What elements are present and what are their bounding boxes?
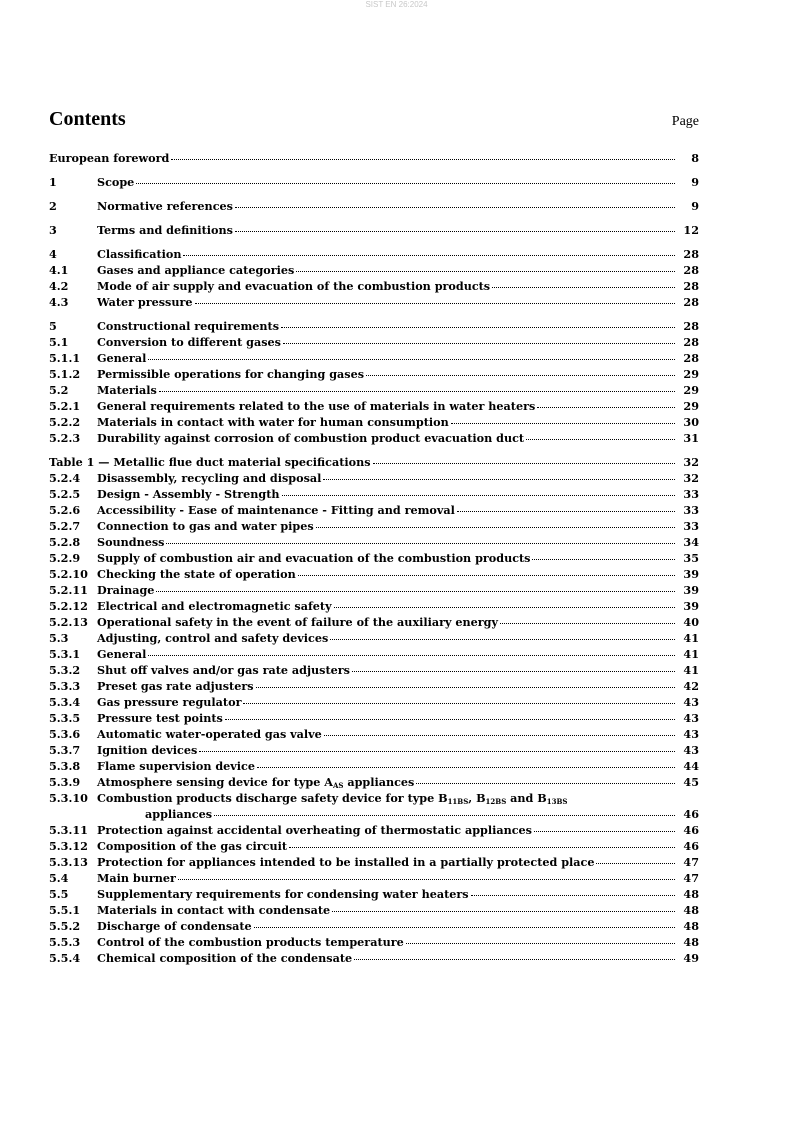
toc-entry-page: 35	[683, 551, 699, 565]
toc-entry-title-part: and B	[506, 791, 547, 805]
toc-entry-title	[97, 758, 255, 774]
toc-entry[interactable]	[49, 646, 699, 662]
toc-entry[interactable]	[49, 454, 699, 470]
dot-leader	[332, 901, 675, 912]
toc-entry[interactable]	[49, 710, 699, 726]
toc-entry[interactable]	[49, 414, 699, 430]
toc-entry-title	[97, 366, 364, 382]
toc-entry-page: 41	[683, 631, 699, 645]
toc-entry-title-text: Atmosphere sensing device for type A	[97, 775, 333, 789]
toc-entry[interactable]	[49, 662, 699, 678]
toc-entry-page: 39	[683, 583, 699, 597]
dot-leader	[406, 933, 675, 944]
dot-leader	[183, 245, 675, 256]
toc-entry[interactable]	[49, 902, 699, 918]
toc-entry-title	[97, 662, 350, 678]
toc-entry-title-text: Ignition devices	[97, 743, 198, 757]
toc-entry-page: 40	[683, 615, 699, 629]
toc-entry-page: 29	[683, 399, 699, 413]
toc-entry-title	[97, 886, 469, 902]
dot-leader	[500, 613, 675, 624]
toc-entry[interactable]	[49, 534, 699, 550]
toc-entry-page: 46	[683, 807, 699, 821]
toc-entry-title-text: General requirements related to the use of materials in water heaters	[97, 399, 536, 413]
toc-entry-number: 1	[49, 175, 57, 189]
toc-entry[interactable]	[49, 398, 699, 414]
toc-entry-number: 5.5.1	[49, 903, 81, 917]
document-watermark: SIST EN 26:2024	[365, 0, 428, 9]
toc-entry-number: 5.3.2	[49, 663, 81, 677]
toc-entry-title-text: Gases and appliance categories	[97, 263, 295, 277]
toc-entry[interactable]	[49, 518, 699, 534]
toc-entry[interactable]	[49, 582, 699, 598]
dot-leader	[148, 645, 675, 656]
page-column-label: Page	[671, 114, 699, 129]
toc-entry-title	[97, 222, 233, 238]
toc-entry-number: 5.1.1	[49, 351, 81, 365]
toc-entry[interactable]	[49, 318, 699, 334]
toc-entry[interactable]	[49, 150, 699, 166]
page-title: Contents	[49, 108, 126, 130]
toc-entry-number: 5.2.3	[49, 431, 81, 445]
toc-entry-title	[97, 398, 535, 414]
toc-entry-title-text: Composition of the gas circuit	[97, 839, 288, 853]
toc-entry-page: 44	[683, 759, 699, 773]
toc-entry-page: 29	[683, 383, 699, 397]
toc-entry-title-part: 12BS	[485, 797, 507, 806]
toc-entry-number: 5.2.13	[49, 615, 88, 629]
toc-entry[interactable]	[49, 742, 699, 758]
toc-entry-title-text: Mode of air supply and evacuation of the combustion products	[97, 279, 491, 293]
toc-entry-page: 34	[683, 535, 699, 549]
toc-entry-number: 5.3.13	[49, 855, 88, 869]
dot-leader	[256, 677, 675, 688]
toc-entry-page: 43	[683, 743, 699, 757]
dot-leader	[282, 485, 675, 496]
toc-entry-title-text: Disassembly, recycling and disposal	[97, 471, 322, 485]
toc-entry-title	[97, 502, 455, 518]
toc-entry-page: 48	[683, 919, 699, 933]
toc-entry-page: 32	[683, 471, 699, 485]
dot-leader	[352, 661, 675, 672]
toc-entry-title-text: General	[97, 351, 147, 365]
toc-entry-title-text: Operational safety in the event of failure of the auxiliary energy	[97, 615, 498, 629]
toc-entry-title	[97, 902, 330, 918]
toc-entry-title	[97, 198, 233, 214]
toc-entry-page: 8	[691, 151, 699, 165]
toc-entry-title-text: Materials in contact with condensate	[97, 903, 331, 917]
toc-entry-title	[97, 486, 280, 502]
toc-entry-title-text: Durability against corrosion of combustion product evacuation duct	[97, 431, 525, 445]
toc-entry-title	[97, 934, 404, 950]
toc-entry[interactable]	[49, 294, 699, 310]
toc-entry-title-part: , B	[468, 791, 486, 805]
toc-entry-page: 47	[683, 855, 699, 869]
toc-entry-title-text: Protection for appliances intended to be installed in a partially protected place	[97, 855, 595, 869]
toc-entry-title	[97, 246, 181, 262]
toc-entry-page: 31	[683, 431, 699, 445]
toc-entry-title-text: Connection to gas and water pipes	[97, 519, 314, 533]
toc-entry[interactable]	[49, 678, 699, 694]
dot-leader	[316, 517, 675, 528]
dot-leader	[148, 349, 675, 360]
dot-leader	[178, 869, 675, 880]
toc-entry-page: 48	[683, 903, 699, 917]
toc-entry-title-text: Control of the combustion products temperature	[97, 935, 404, 949]
toc-entry-page: 9	[691, 199, 699, 213]
toc-entry[interactable]	[49, 486, 699, 502]
toc-entry-page: 43	[683, 727, 699, 741]
toc-entry[interactable]	[49, 174, 699, 190]
toc-entry-title-part: appliances	[343, 775, 415, 789]
toc-entry-title-text: Shut off valves and/or gas rate adjusters	[97, 663, 350, 677]
toc-entry-title-text: Drainage	[97, 583, 155, 597]
toc-entry-title-text: Conversion to different gases	[97, 335, 281, 349]
toc-entry-title	[97, 382, 157, 398]
toc-entry[interactable]	[49, 886, 699, 902]
toc-entry[interactable]	[49, 950, 699, 966]
toc-entry-number: 5.2.9	[49, 551, 81, 565]
toc-entry[interactable]	[49, 502, 699, 518]
toc-entry-title-part: 11BS	[447, 797, 469, 806]
toc-entry-title	[97, 694, 241, 710]
toc-entry-title-text: Automatic water-operated gas valve	[97, 727, 322, 741]
toc-entry[interactable]	[49, 854, 699, 870]
dot-leader	[457, 501, 675, 512]
toc-entry-title-text: Classification	[97, 247, 182, 261]
toc-entry-page: 29	[683, 367, 699, 381]
toc-entry-number: 5.2.4	[49, 471, 81, 485]
toc-entry-title-text: Discharge of condensate	[97, 919, 252, 933]
toc-entry-number: 5.2.8	[49, 535, 81, 549]
dot-leader	[289, 837, 675, 848]
toc-entry-page: 46	[683, 839, 699, 853]
toc-entry-title	[97, 350, 146, 366]
dot-leader	[526, 429, 675, 440]
toc-entry[interactable]	[49, 918, 699, 934]
toc-entry-title	[97, 582, 154, 598]
dot-leader	[532, 549, 675, 560]
dot-leader	[298, 565, 675, 576]
dot-leader	[569, 790, 675, 800]
toc-entry-number: 5.2.12	[49, 599, 88, 613]
toc-entry-title-part: 13BS	[546, 797, 568, 806]
toc-entry-title-text: Combustion products discharge safety device for type B	[97, 791, 448, 805]
dot-leader	[257, 757, 675, 768]
toc-entry-title	[97, 294, 193, 310]
toc-entry-page: 48	[683, 887, 699, 901]
dot-leader	[171, 149, 675, 160]
toc-entry-number: 5.2.11	[49, 583, 88, 597]
toc-entry-title	[97, 470, 321, 486]
dot-leader	[373, 453, 675, 464]
dot-leader	[166, 533, 675, 544]
toc-entry-number: 5.4	[49, 871, 69, 885]
toc-entry-title	[49, 150, 169, 166]
toc-entry-page: 28	[683, 279, 699, 293]
toc-entry-page: 42	[683, 679, 699, 693]
toc-entry[interactable]	[49, 726, 699, 742]
toc-entry-title	[97, 646, 146, 662]
toc-entry-number: 2	[49, 199, 57, 213]
toc-entry-number: 5.2.7	[49, 519, 81, 533]
toc-entry-title-part: AS	[332, 781, 344, 790]
toc-entry-number: 5.3.8	[49, 759, 81, 773]
toc-entry-number: 5.3	[49, 631, 69, 645]
toc-entry-title	[97, 430, 524, 446]
toc-entry-page: 28	[683, 319, 699, 333]
dot-leader	[451, 413, 675, 424]
dot-leader	[537, 397, 675, 408]
toc-entry[interactable]	[49, 822, 699, 838]
toc-entry[interactable]	[49, 470, 699, 486]
toc-entry-number: 4.1	[49, 263, 69, 277]
toc-entry-title	[97, 598, 332, 614]
toc-entry-page: 43	[683, 711, 699, 725]
toc-entry[interactable]	[49, 246, 699, 262]
toc-entry[interactable]	[49, 630, 699, 646]
toc-entry-title-text: Terms and definitions	[97, 223, 233, 237]
toc-entry-page: 43	[683, 695, 699, 709]
dot-leader	[596, 853, 675, 864]
toc-entry-title-text: Permissible operations for changing gases	[97, 367, 364, 381]
toc-entry-title-text: Adjusting, control and safety devices	[97, 631, 329, 645]
toc-entry-number: 5.1.2	[49, 367, 81, 381]
toc-entry-number: 5.1	[49, 335, 69, 349]
toc-entry-page: 41	[683, 663, 699, 677]
toc-entry-page: 39	[683, 567, 699, 581]
toc-entry[interactable]	[49, 278, 699, 294]
toc-entry-title	[97, 174, 134, 190]
toc-entry[interactable]	[49, 566, 699, 582]
toc-entry-number: 5.3.4	[49, 695, 81, 709]
toc-entry-title-text: appliances	[145, 807, 213, 821]
toc-entry-title	[97, 614, 498, 630]
toc-entry-number: 5.3.12	[49, 839, 88, 853]
toc-entry-title	[97, 630, 328, 646]
toc-entry-number: 5.3.1	[49, 647, 81, 661]
toc-entry-title	[97, 742, 197, 758]
toc-entry-number: 5.5	[49, 887, 69, 901]
toc-entry-title-text: Main burner	[97, 871, 176, 885]
toc-entry-number: 4.3	[49, 295, 69, 309]
toc-entry-page: 39	[683, 599, 699, 613]
dot-leader	[159, 381, 675, 392]
toc-entry-title-text: Materials in contact with water for human consumption	[97, 415, 449, 429]
toc-entry-title	[97, 318, 279, 334]
toc-entry-title	[97, 726, 322, 742]
toc-entry-page: 49	[683, 951, 699, 965]
dot-leader	[471, 885, 675, 896]
toc-entry-title	[97, 550, 530, 566]
toc-entry-number: 5.2.5	[49, 487, 81, 501]
toc-entry-number: 5.3.10	[49, 791, 88, 805]
toc-entry[interactable]	[49, 262, 699, 278]
toc-entry-page: 28	[683, 247, 699, 261]
toc-entry-title-text: Constructional requirements	[97, 319, 279, 333]
toc-entry-number: 5.3.6	[49, 727, 81, 741]
toc-entry[interactable]	[49, 694, 699, 710]
toc-entry[interactable]	[49, 334, 699, 350]
toc-entry-page: 30	[683, 415, 699, 429]
toc-entry[interactable]	[49, 430, 699, 446]
toc-entry-title-text: Soundness	[97, 535, 165, 549]
dot-leader	[254, 917, 675, 928]
dot-leader	[366, 365, 675, 376]
toc-entry-title-text: Scope	[97, 175, 135, 189]
toc-entry-title-text: European foreword	[49, 151, 170, 165]
toc-entry-number: 5.3.9	[49, 775, 81, 789]
toc-entry-page: 28	[683, 351, 699, 365]
toc-entry-title	[97, 854, 594, 870]
dot-leader	[296, 261, 675, 272]
toc-entry-number: 5.3.5	[49, 711, 81, 725]
toc-entry[interactable]	[49, 366, 699, 382]
toc-entry[interactable]	[49, 870, 699, 886]
toc-entry[interactable]	[49, 350, 699, 366]
toc-entry-title-text: Preset gas rate adjusters	[97, 679, 254, 693]
toc-entry-page: 33	[683, 487, 699, 501]
contents-heading	[49, 108, 699, 131]
toc-entry-title	[49, 454, 371, 470]
toc-entry-title-text: Accessibility - Ease of maintenance - Fitting and removal	[97, 503, 455, 517]
toc-entry[interactable]	[49, 790, 699, 806]
dot-leader	[534, 821, 675, 832]
dot-leader	[199, 741, 675, 752]
dot-leader	[324, 725, 675, 736]
toc-entry-page: 33	[683, 503, 699, 517]
toc-entry-number: 5.2.2	[49, 415, 81, 429]
toc-entry-number: 5.3.3	[49, 679, 81, 693]
dot-leader	[156, 581, 675, 592]
dot-leader	[330, 629, 675, 640]
toc-entry[interactable]	[49, 550, 699, 566]
toc-entry-page: 45	[683, 775, 699, 789]
toc-entry-page: 47	[683, 871, 699, 885]
toc-entry-number: 5.5.4	[49, 951, 81, 965]
toc-entry-page: 12	[683, 223, 699, 237]
toc-entry-title	[97, 414, 449, 430]
toc-entry-title	[97, 334, 281, 350]
toc-entry-title	[97, 518, 314, 534]
toc-entry-page: 32	[683, 455, 699, 469]
dot-leader	[214, 805, 675, 816]
toc-entry-title	[97, 678, 254, 694]
toc-entry-page: 33	[683, 519, 699, 533]
toc-entry-title-text: Supplementary requirements for condensing water heaters	[97, 887, 469, 901]
toc-entry[interactable]	[49, 598, 699, 614]
toc-entry-page: 28	[683, 295, 699, 309]
toc-entry-number: 4.2	[49, 279, 69, 293]
toc-entry-title	[145, 806, 212, 822]
toc-entry-title-text: Protection against accidental overheating of thermostatic appliances	[97, 823, 532, 837]
toc-entry-number: 5.5.3	[49, 935, 81, 949]
toc-entry[interactable]	[49, 774, 699, 790]
dot-leader	[225, 709, 675, 720]
toc-entry-title-text: Electrical and electromagnetic safety	[97, 599, 332, 613]
dot-leader	[281, 317, 675, 328]
toc-entry-number: 4	[49, 247, 57, 261]
toc-entry-title-text: Normative references	[97, 199, 233, 213]
toc-entry[interactable]	[49, 838, 699, 854]
toc-entry-title-text: Supply of combustion air and evacuation of the combustion products	[97, 551, 531, 565]
toc-entry-title-text: Water pressure	[97, 295, 193, 309]
toc-entry-title	[97, 262, 294, 278]
toc-entry[interactable]	[49, 222, 699, 238]
toc-entry[interactable]	[49, 382, 699, 398]
toc-entry-title-text: Chemical composition of the condensate	[97, 951, 353, 965]
toc-entry-title	[97, 278, 490, 294]
toc-entry-title	[97, 534, 164, 550]
toc-entry-page: 28	[683, 263, 699, 277]
toc-entry-number: 5.3.7	[49, 743, 81, 757]
dot-leader	[235, 221, 675, 232]
toc-entry-title	[97, 950, 352, 966]
toc-entry-page: 48	[683, 935, 699, 949]
toc-entry-title-text: Checking the state of operation	[97, 567, 296, 581]
dot-leader	[283, 333, 675, 344]
dot-leader	[243, 693, 675, 704]
toc-entry[interactable]	[49, 614, 699, 630]
toc-entry-title-text: Flame supervision device	[97, 759, 255, 773]
toc-entry-title-text: Gas pressure regulator	[97, 695, 242, 709]
toc-entry-page: 9	[691, 175, 699, 189]
table-of-contents	[49, 150, 699, 966]
toc-entry[interactable]	[49, 198, 699, 214]
dot-leader	[334, 597, 675, 608]
toc-entry-title-text: Materials	[97, 383, 157, 397]
toc-entry-title	[97, 566, 296, 582]
dot-leader	[235, 197, 675, 208]
dot-leader	[416, 773, 675, 784]
toc-entry-title	[97, 838, 287, 854]
toc-entry-title	[97, 822, 532, 838]
toc-entry-title-text: Table 1 — Metallic flue duct material specifications	[49, 455, 371, 469]
toc-entry-page: 41	[683, 647, 699, 661]
toc-entry-title	[97, 918, 252, 934]
toc-entry[interactable]	[49, 758, 699, 774]
toc-entry-title	[97, 870, 176, 886]
toc-entry-title-text: General	[97, 647, 147, 661]
toc-entry-page: 46	[683, 823, 699, 837]
toc-entry[interactable]	[49, 934, 699, 950]
toc-entry-title-text: Pressure test points	[97, 711, 223, 725]
toc-entry[interactable]	[49, 806, 699, 822]
toc-entry-number: 5	[49, 319, 57, 333]
toc-entry-number: 5.5.2	[49, 919, 81, 933]
toc-entry-number: 5.2.6	[49, 503, 81, 517]
dot-leader	[492, 277, 675, 288]
toc-entry-number: 3	[49, 223, 57, 237]
dot-leader	[323, 469, 675, 480]
toc-entry-number: 5.2.10	[49, 567, 88, 581]
toc-entry-number: 5.2.1	[49, 399, 81, 413]
toc-entry-number: 5.3.11	[49, 823, 88, 837]
dot-leader	[136, 173, 675, 184]
dot-leader	[354, 949, 675, 960]
toc-entry-title-text: Design - Assembly - Strength	[97, 487, 280, 501]
toc-entry-page: 28	[683, 335, 699, 349]
dot-leader	[195, 293, 676, 304]
toc-entry-title	[97, 710, 223, 726]
toc-entry-number: 5.2	[49, 383, 69, 397]
